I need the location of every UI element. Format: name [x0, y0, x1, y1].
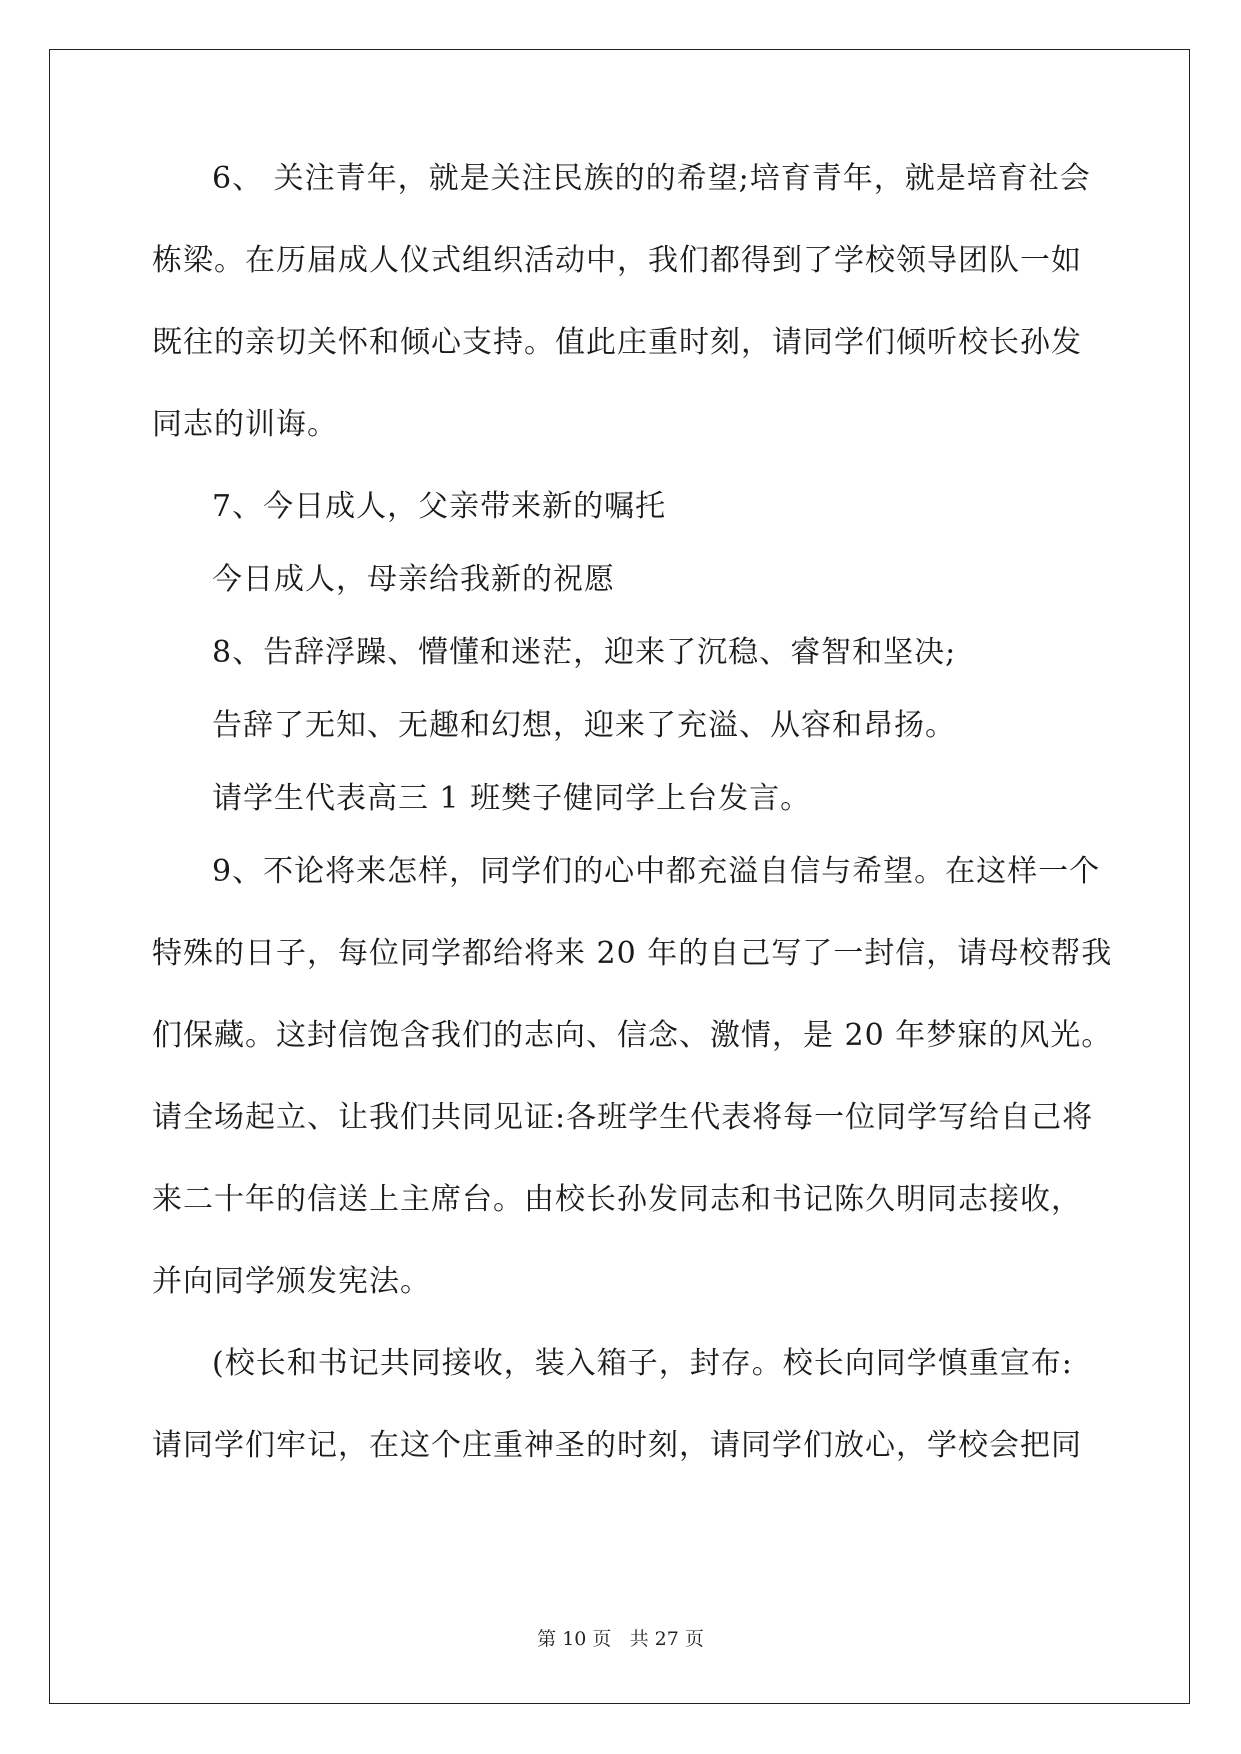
paragraph-10-line-2: 请同学们牢记，在这个庄重神圣的时刻，请同学们放心，学校会把同 — [152, 1428, 1082, 1463]
page-footer — [0, 1627, 1241, 1651]
paragraph-6-line-2: 栋梁。在历届成人仪式组织活动中，我们都得到了学校领导团队一如 — [152, 243, 1082, 278]
paragraph-7-line-1: 7、今日成人，父亲带来新的嘱托 — [212, 489, 667, 524]
paragraph-7-line-2: 今日成人，母亲给我新的祝愿 — [212, 562, 615, 597]
paragraph-6-line-3: 既往的亲切关怀和倾心支持。值此庄重时刻，请同学们倾听校长孙发 — [152, 325, 1082, 360]
paragraph-9-line-4: 请全场起立、让我们共同见证:各班学生代表将每一位同学写给自己将 — [152, 1100, 1094, 1135]
paragraph-9-line-6: 并向同学颁发宪法。 — [152, 1264, 431, 1299]
page-number: 第 10 页 — [537, 1628, 612, 1650]
page-total: 共 27 页 — [629, 1628, 704, 1650]
paragraph-6-line-1: 6、 关注青年，就是关注民族的的希望;培育青年，就是培育社会 — [212, 161, 1091, 196]
paragraph-9-line-2: 特殊的日子，每位同学都给将来 20 年的自己写了一封信，请母校帮我 — [152, 936, 1113, 971]
paragraph-10-line-1: (校长和书记共同接收，装入箱子，封存。校长向同学慎重宣布: — [212, 1346, 1073, 1381]
paragraph-9-line-5: 来二十年的信送上主席台。由校长孙发同志和书记陈久明同志接收， — [152, 1182, 1082, 1217]
paragraph-8-line-2: 告辞了无知、无趣和幻想，迎来了充溢、从容和昂扬。 — [212, 708, 956, 743]
document-body — [152, 158, 1113, 1466]
speaker-invitation: 请学生代表高三 1 班樊子健同学上台发言。 — [212, 781, 812, 816]
paragraph-6-line-4: 同志的训诲。 — [152, 407, 338, 442]
paragraph-9-line-1: 9、不论将来怎样，同学们的心中都充溢自信与希望。在这样一个 — [212, 854, 1101, 889]
paragraph-8-line-1: 8、告辞浮躁、懵懂和迷茫，迎来了沉稳、睿智和坚决; — [212, 635, 957, 670]
paragraph-9-line-3: 们保藏。这封信饱含我们的志向、信念、激情，是 20 年梦寐的风光。 — [152, 1018, 1113, 1053]
